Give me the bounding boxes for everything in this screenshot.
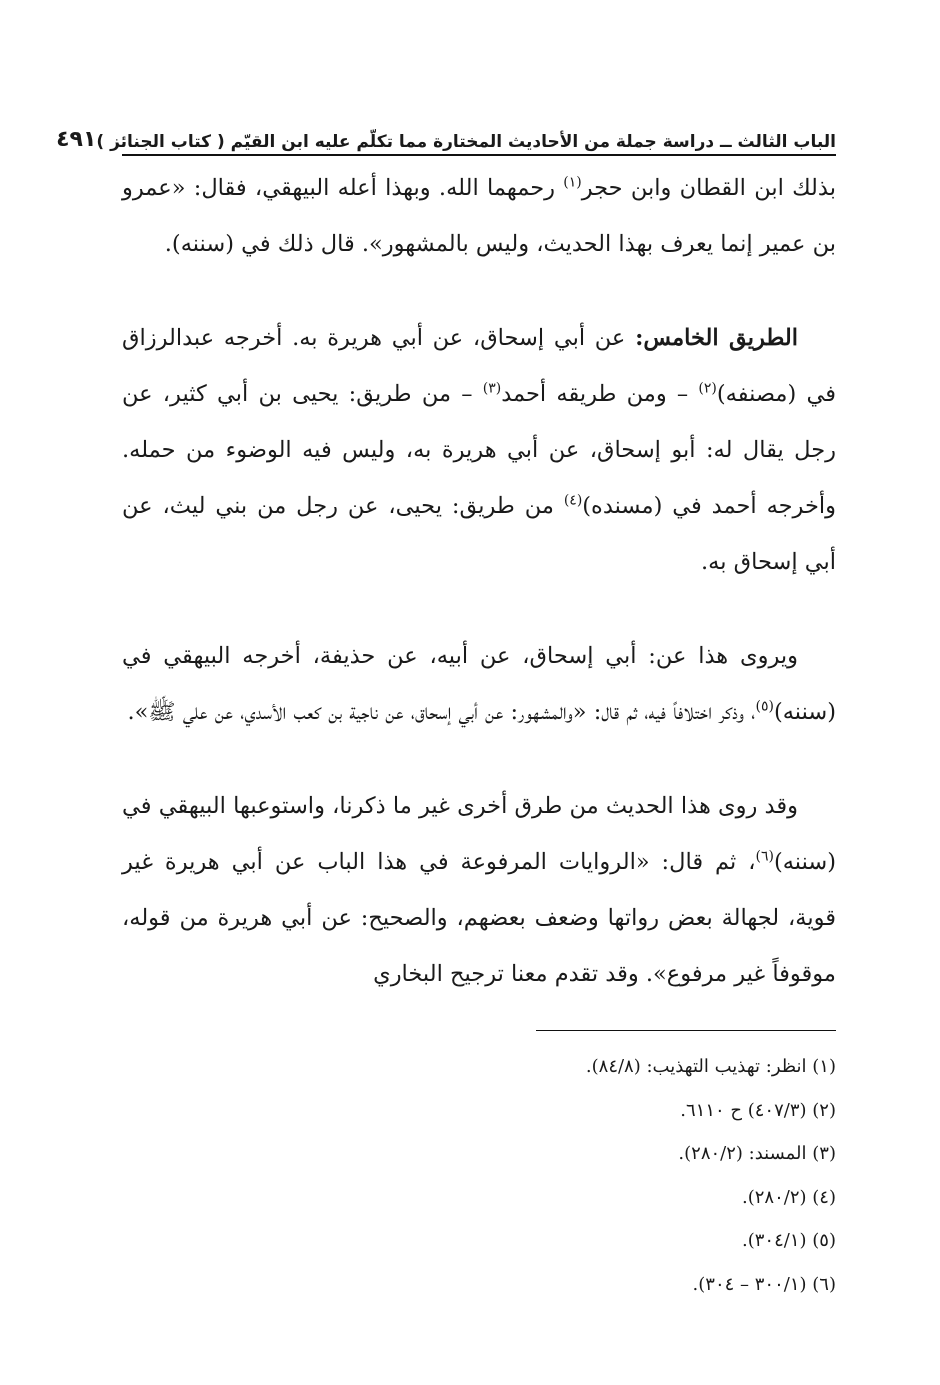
footnote-marker: (١) (563, 174, 582, 191)
paragraph-text: وقد روى هذا الحديث من طرق أخرى غير ما ذكرنا، واستوعبها البيهقي في (سننه) (122, 793, 836, 875)
paragraph-text: ويروى هذا عن: أبي إسحاق، عن أبيه، عن حذيفة، أخرجه البيهقي في (سننه) (122, 643, 836, 725)
footnote-item: (٣) المسند: (٢٨٠/٢). (678, 1143, 836, 1164)
paragraph-text: ، ثم قال: «الروايات المرفوعة في هذا الباب عن أبي هريرة غير قوية، لجهالة بعض رواتها وضعف بعضهم، والصحيح: عن أبي هريرة من قوله، موقوفاً غير مرفوع». وقد تقدم معنا ترجيح البخاري (122, 849, 836, 987)
footnote-item: (١) انظر: تهذيب التهذيب: (٨٤/٨). (585, 1056, 836, 1077)
paragraph (122, 628, 836, 740)
document-page (56, 100, 836, 1300)
footnote-item: (٥) (٣٠٤/١). (742, 1230, 836, 1251)
footnote-marker: (٥) (755, 698, 774, 715)
header-title: الباب الثالث ــ دراسة جملة من الأحاديث المختارة مما تكلّم عليه ابن القيّم ( كتاب الجنائز ) (96, 132, 836, 152)
footnote-marker: (٣) (482, 380, 502, 397)
paragraph-gap (122, 590, 836, 628)
paragraph (122, 778, 836, 1002)
footnote-marker: (٢) (698, 380, 717, 397)
footnote-marker: (٤) (563, 492, 583, 509)
footnotes (122, 1045, 836, 1306)
paragraph-text: عن أبي إسحاق، عن أبي هريرة به. أخرجه عبدالرزاق في (مصنفه) (122, 325, 836, 407)
paragraph-text: بذلك ابن القطان وابن حجر (581, 175, 836, 201)
footnote-item: (٦) (٣٠٠/١ – ٣٠٤). (692, 1273, 836, 1295)
running-header (56, 112, 836, 152)
paragraph-text: ، وذكر اختلافاً فيه، ثم قال: «والمشهور: عن أبي إسحاق، عن ناجية بن كعب الأسدي، عن علي ﷺ». (127, 699, 756, 725)
paragraph-gap (122, 272, 836, 310)
page-number: ٤٩١ (56, 127, 97, 152)
section-title: الطريق الخامس: (635, 325, 798, 351)
paragraph-text: من طريق: يحيى، عن رجل من بني ليث، عن أبي إسحاق به. (122, 493, 836, 575)
footnote-item: (٤) (٢٨٠/٢). (742, 1186, 836, 1208)
paragraph-gap (122, 740, 836, 778)
body-text (122, 160, 836, 1002)
paragraph (122, 310, 836, 590)
paragraph-text: – من طريق: يحيى بن أبي كثير، عن رجل يقال له: أبو إسحاق، عن أبي هريرة به، وليس فيه الوضوء من حمله. وأخرجه أحمد في (مسنده) (122, 381, 836, 519)
paragraph-text: رحمهما الله. وبهذا أعله البيهقي، فقال: «عمرو بن عمير إنما يعرف بهذا الحديث، وليس بالمشهور». قال ذلك في (سننه). (122, 175, 836, 257)
footnote-separator (536, 1030, 836, 1031)
header-rule (122, 154, 836, 156)
footnote-marker: (٦) (755, 848, 774, 865)
paragraph-text: – ومن طريقه أحمد (501, 381, 699, 407)
paragraph (122, 160, 836, 272)
footnote-item: (٢) (٤٠٧/٣) ح ٦١١٠. (680, 1099, 836, 1121)
